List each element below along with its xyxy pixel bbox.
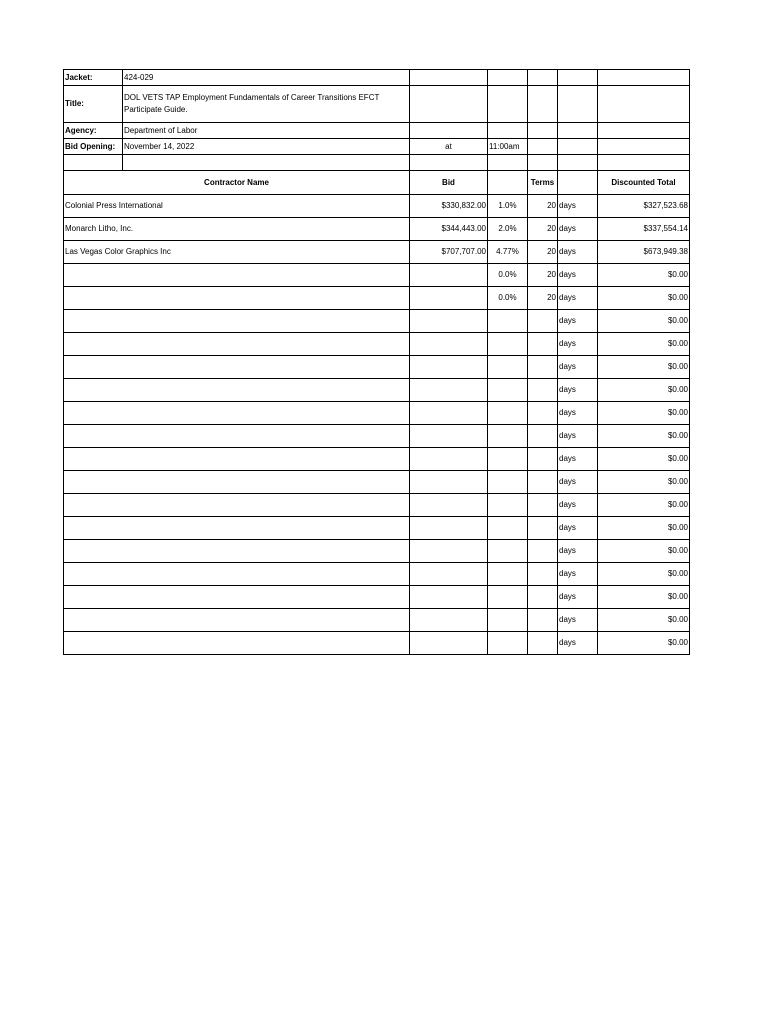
discount-percent-cell: 1.0% [488, 195, 528, 218]
contractor-name-cell [64, 402, 410, 425]
terms-days-cell [528, 425, 558, 448]
contractor-name-cell [64, 379, 410, 402]
bid-cell [410, 471, 488, 494]
terms-days-cell [528, 586, 558, 609]
discounted-total-cell: $0.00 [598, 494, 690, 517]
contractor-name-cell [64, 517, 410, 540]
terms-header: Terms [528, 171, 558, 195]
discount-percent-cell [488, 609, 528, 632]
bid-cell [410, 448, 488, 471]
discounted-total-cell: $0.00 [598, 264, 690, 287]
discounted-total-cell: $327,523.68 [598, 195, 690, 218]
table-row [64, 425, 690, 448]
bid-cell [410, 563, 488, 586]
discount-percent-cell: 0.0% [488, 287, 528, 310]
bid-opening-label: Bid Opening: [64, 139, 123, 155]
days-label-cell: days [558, 632, 598, 655]
discounted-total-cell: $0.00 [598, 310, 690, 333]
bid-cell [410, 517, 488, 540]
title-value: DOL VETS TAP Employment Fundamentals of Career Transitions EFCT Participate Guide. [123, 86, 410, 123]
terms-days-cell [528, 356, 558, 379]
table-row [64, 471, 690, 494]
table-row [64, 241, 690, 264]
discount-percent-cell [488, 517, 528, 540]
table-row [64, 287, 690, 310]
discount-percent-cell [488, 402, 528, 425]
days-label-cell: days [558, 540, 598, 563]
discounted-total-cell: $0.00 [598, 333, 690, 356]
contractor-name-cell: Monarch Litho, Inc. [64, 218, 410, 241]
contractor-name-cell [64, 586, 410, 609]
table-row [64, 195, 690, 218]
bid-opening-time: 11:00am [488, 139, 528, 155]
days-label-cell: days [558, 356, 598, 379]
discounted-total-cell: $0.00 [598, 448, 690, 471]
days-label-cell: days [558, 379, 598, 402]
discount-percent-cell [488, 425, 528, 448]
contractor-name-header: Contractor Name [64, 171, 410, 195]
contractor-name-cell [64, 356, 410, 379]
title-label: Title: [64, 86, 123, 123]
contractor-name-cell: Las Vegas Color Graphics Inc [64, 241, 410, 264]
discounted-total-cell: $0.00 [598, 586, 690, 609]
contractor-name-cell [64, 425, 410, 448]
contractor-name-cell [64, 264, 410, 287]
discount-percent-cell [488, 586, 528, 609]
contractor-name-cell [64, 540, 410, 563]
agency-row [64, 123, 690, 139]
table-row [64, 494, 690, 517]
days-label-cell: days [558, 586, 598, 609]
discount-percent-cell [488, 310, 528, 333]
bid-cell [410, 402, 488, 425]
bid-cell: $344,443.00 [410, 218, 488, 241]
bid-cell [410, 540, 488, 563]
discounted-total-cell: $0.00 [598, 379, 690, 402]
bid-cell: $330,832.00 [410, 195, 488, 218]
table-row [64, 264, 690, 287]
bid-header: Bid [410, 171, 488, 195]
table-row [64, 379, 690, 402]
discount-percent-cell [488, 540, 528, 563]
discounted-total-cell: $0.00 [598, 471, 690, 494]
days-label-cell: days [558, 264, 598, 287]
terms-days-cell [528, 563, 558, 586]
terms-days-cell: 20 [528, 241, 558, 264]
contractor-name-cell [64, 494, 410, 517]
jacket-value: 424-029 [123, 70, 410, 86]
table-row [64, 632, 690, 655]
table-row [64, 609, 690, 632]
agency-label: Agency: [64, 123, 123, 139]
discounted-total-cell: $0.00 [598, 563, 690, 586]
terms-days-cell [528, 632, 558, 655]
days-label-cell: days [558, 563, 598, 586]
discount-percent-cell [488, 379, 528, 402]
discount-percent-cell [488, 632, 528, 655]
bid-cell [410, 264, 488, 287]
table-row [64, 310, 690, 333]
days-label-cell: days [558, 471, 598, 494]
days-label-cell: days [558, 448, 598, 471]
column-header-row [64, 171, 690, 195]
bid-cell [410, 356, 488, 379]
terms-days-cell [528, 379, 558, 402]
table-row [64, 563, 690, 586]
discount-percent-cell: 4.77% [488, 241, 528, 264]
table-row [64, 333, 690, 356]
terms-days-cell [528, 517, 558, 540]
table-row [64, 218, 690, 241]
contractor-name-cell: Colonial Press International [64, 195, 410, 218]
bid-opening-row [64, 139, 690, 155]
contractor-name-cell [64, 310, 410, 333]
bid-cell [410, 379, 488, 402]
bid-cell [410, 287, 488, 310]
contractor-name-cell [64, 563, 410, 586]
contractor-name-cell [64, 609, 410, 632]
terms-days-cell [528, 402, 558, 425]
discount-percent-cell [488, 356, 528, 379]
days-label-cell: days [558, 287, 598, 310]
days-label-cell: days [558, 218, 598, 241]
discounted-total-cell: $0.00 [598, 356, 690, 379]
days-label-cell: days [558, 333, 598, 356]
discounted-total-cell: $0.00 [598, 517, 690, 540]
table-row [64, 586, 690, 609]
table-row [64, 402, 690, 425]
days-label-cell: days [558, 402, 598, 425]
bid-cell [410, 609, 488, 632]
bid-cell [410, 333, 488, 356]
discount-percent-cell [488, 563, 528, 586]
days-label-cell: days [558, 195, 598, 218]
bid-cell: $707,707.00 [410, 241, 488, 264]
discounted-total-header: Discounted Total [598, 171, 690, 195]
agency-value: Department of Labor [123, 123, 410, 139]
title-row [64, 86, 690, 123]
terms-days-cell [528, 333, 558, 356]
discounted-total-cell: $0.00 [598, 609, 690, 632]
jacket-row [64, 70, 690, 86]
terms-days-cell [528, 448, 558, 471]
terms-days-cell [528, 471, 558, 494]
days-label-cell: days [558, 494, 598, 517]
bid-cell [410, 632, 488, 655]
contractor-name-cell [64, 333, 410, 356]
contractor-name-cell [64, 448, 410, 471]
discounted-total-cell: $0.00 [598, 425, 690, 448]
discounted-total-cell: $0.00 [598, 540, 690, 563]
discounted-total-cell: $0.00 [598, 632, 690, 655]
bid-cell [410, 586, 488, 609]
days-label-cell: days [558, 310, 598, 333]
contractor-name-cell [64, 287, 410, 310]
discount-percent-cell: 2.0% [488, 218, 528, 241]
discounted-total-cell: $0.00 [598, 402, 690, 425]
days-label-cell: days [558, 425, 598, 448]
table-row [64, 448, 690, 471]
days-label-cell: days [558, 517, 598, 540]
discount-percent-cell [488, 471, 528, 494]
table-row [64, 356, 690, 379]
terms-days-cell [528, 540, 558, 563]
bid-cell [410, 425, 488, 448]
table-row [64, 517, 690, 540]
table-row [64, 540, 690, 563]
discount-percent-cell [488, 333, 528, 356]
terms-days-cell [528, 310, 558, 333]
bid-cell [410, 310, 488, 333]
terms-days-cell: 20 [528, 264, 558, 287]
terms-days-cell: 20 [528, 218, 558, 241]
discounted-total-cell: $337,554.14 [598, 218, 690, 241]
contractor-name-cell [64, 632, 410, 655]
bid-opening-value: November 14, 2022 [123, 139, 410, 155]
terms-days-cell [528, 609, 558, 632]
days-label-cell: days [558, 609, 598, 632]
bid-abstract-table [63, 69, 690, 655]
terms-days-cell [528, 494, 558, 517]
discount-percent-cell: 0.0% [488, 264, 528, 287]
spacer-row [64, 155, 690, 171]
days-label-cell: days [558, 241, 598, 264]
discounted-total-cell: $0.00 [598, 287, 690, 310]
terms-days-cell: 20 [528, 287, 558, 310]
discount-percent-cell [488, 494, 528, 517]
contractor-name-cell [64, 471, 410, 494]
discount-percent-cell [488, 448, 528, 471]
bid-cell [410, 494, 488, 517]
terms-days-cell: 20 [528, 195, 558, 218]
jacket-label: Jacket: [64, 70, 123, 86]
at-label: at [410, 139, 488, 155]
discounted-total-cell: $673,949.38 [598, 241, 690, 264]
